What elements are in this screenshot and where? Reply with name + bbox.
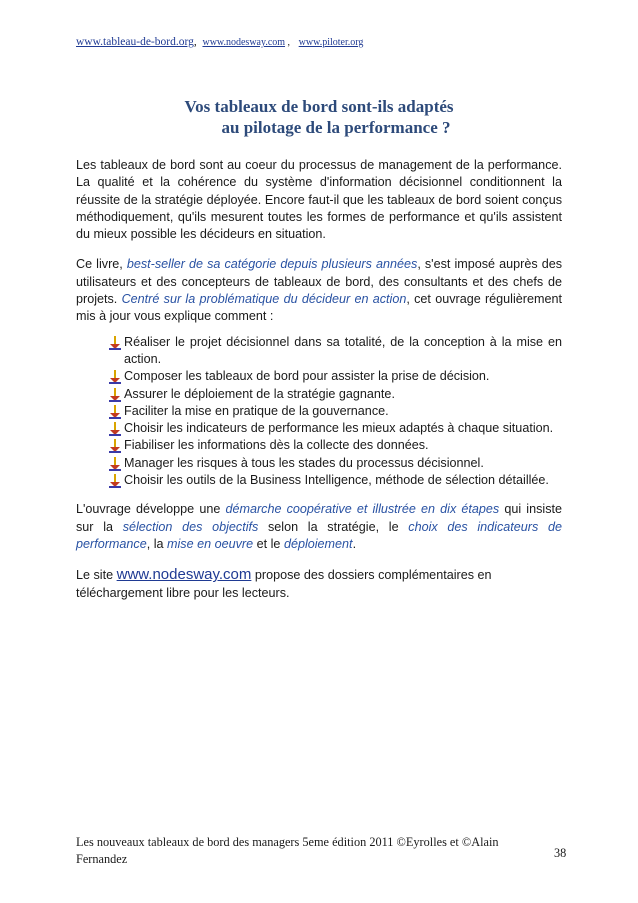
list-item [108, 420, 562, 437]
list-item-text: Fiabiliser les informations dès la collecte des données. [124, 438, 429, 453]
arrow-bullet-icon [108, 457, 122, 471]
text-run: Le site [76, 568, 117, 583]
title-line-1: Vos tableaux de bord sont-ils adaptés [184, 97, 454, 116]
header-links [76, 36, 363, 48]
nodesway-link[interactable]: www.nodesway.com [116, 566, 252, 584]
highlight-objectifs: sélection des objectifs [122, 519, 259, 534]
arrow-bullet-icon [108, 439, 122, 453]
highlight-indicateurs: choix des indicateurs de performance [76, 519, 562, 551]
website-paragraph [76, 566, 562, 602]
list-item-text: Choisir les indicateurs de performance les mieux adaptés à chaque situation. [124, 421, 554, 436]
arrow-bullet-icon [108, 388, 122, 402]
highlight-bestseller: best-seller de sa catégorie depuis plusieurs années [126, 257, 418, 272]
bullet-list [76, 334, 562, 490]
header-link-nodesway[interactable]: www.nodesway.com [202, 37, 286, 48]
highlight-demarche: démarche coopérative et illustrée en dix étapes [225, 502, 500, 517]
highlight-decideur: Centré sur la problématique du décideur en action [121, 292, 407, 307]
arrow-bullet-icon [108, 405, 122, 419]
text-run: L'ouvrage développe une [76, 502, 226, 517]
highlight-mise-en-oeuvre: mise en oeuvre [167, 536, 254, 551]
list-item-text: Manager les risques à tous les stades du processus décisionnel. [124, 455, 484, 470]
page-title [76, 96, 562, 138]
footer-text: Les nouveaux tableaux de bord des managers 5eme édition 2011 ©Eyrolles et ©Alain Fernandez [76, 835, 499, 866]
list-item [108, 368, 562, 385]
list-item-text: Réaliser le projet décisionnel dans sa totalité, de la conception à la mise en action. [124, 334, 562, 366]
list-item-text: Choisir les outils de la Business Intelligence, méthode de sélection détaillée. [124, 473, 549, 488]
text-run: qui insiste sur la [76, 502, 562, 534]
header-link-tableau-de-bord[interactable]: www.tableau-de-bord.org [76, 36, 194, 48]
list-item [108, 334, 562, 369]
method-paragraph [76, 501, 562, 553]
arrow-bullet-icon [108, 370, 122, 384]
text-run: Ce livre, [76, 257, 127, 272]
list-item-text: Faciliter la mise en pratique de la gouvernance. [124, 403, 389, 418]
header-separator: , [285, 37, 291, 48]
description-paragraph [76, 256, 562, 325]
list-item [108, 455, 562, 472]
highlight-deploiement: déploiement [283, 536, 353, 551]
list-item [108, 386, 562, 403]
list-item-text: Composer les tableaux de bord pour assister la prise de décision. [124, 369, 490, 384]
list-item [108, 472, 562, 489]
list-item [108, 437, 562, 454]
text-run: , la [146, 536, 168, 551]
text-run: propose des dossiers complémentaires en téléchargement libre pour les lecteurs. [76, 568, 492, 600]
text-run: , cet ouvrage régulièrement mis à jour vous explique comment : [76, 292, 562, 324]
header-separator: , [193, 36, 197, 48]
body-text [76, 157, 562, 615]
text-run: . [352, 536, 357, 551]
intro-paragraph: Les tableaux de bord sont au coeur du processus de management de la performance. La qualité et la cohérence du système d'information décisionnel conditionnent la réussite de la stratégie déployée. Encore faut-il que les tableaux de bord soient conçus méthodiquement, qu'ils mesurent toutes les formes de performance et qu'ils assistent du mieux possible les décideurs en situation. [76, 158, 562, 242]
text-run: , s'est imposé auprès des utilisateurs et des concepteurs de tableaux de bord, des consultants et des chefs de projets. [76, 257, 563, 307]
list-item [108, 403, 562, 420]
page-number: 38 [554, 846, 567, 860]
text-run: et le [253, 536, 284, 551]
list-item-text: Assurer le déploiement de la stratégie gagnante. [124, 386, 395, 401]
arrow-bullet-icon [108, 336, 122, 350]
arrow-bullet-icon [108, 474, 122, 488]
text-run: selon la stratégie, le [258, 519, 409, 534]
arrow-bullet-icon [108, 422, 122, 436]
title-line-2: au pilotage de la performance ? [221, 118, 451, 137]
header-link-piloter[interactable]: www.piloter.org [298, 37, 364, 48]
